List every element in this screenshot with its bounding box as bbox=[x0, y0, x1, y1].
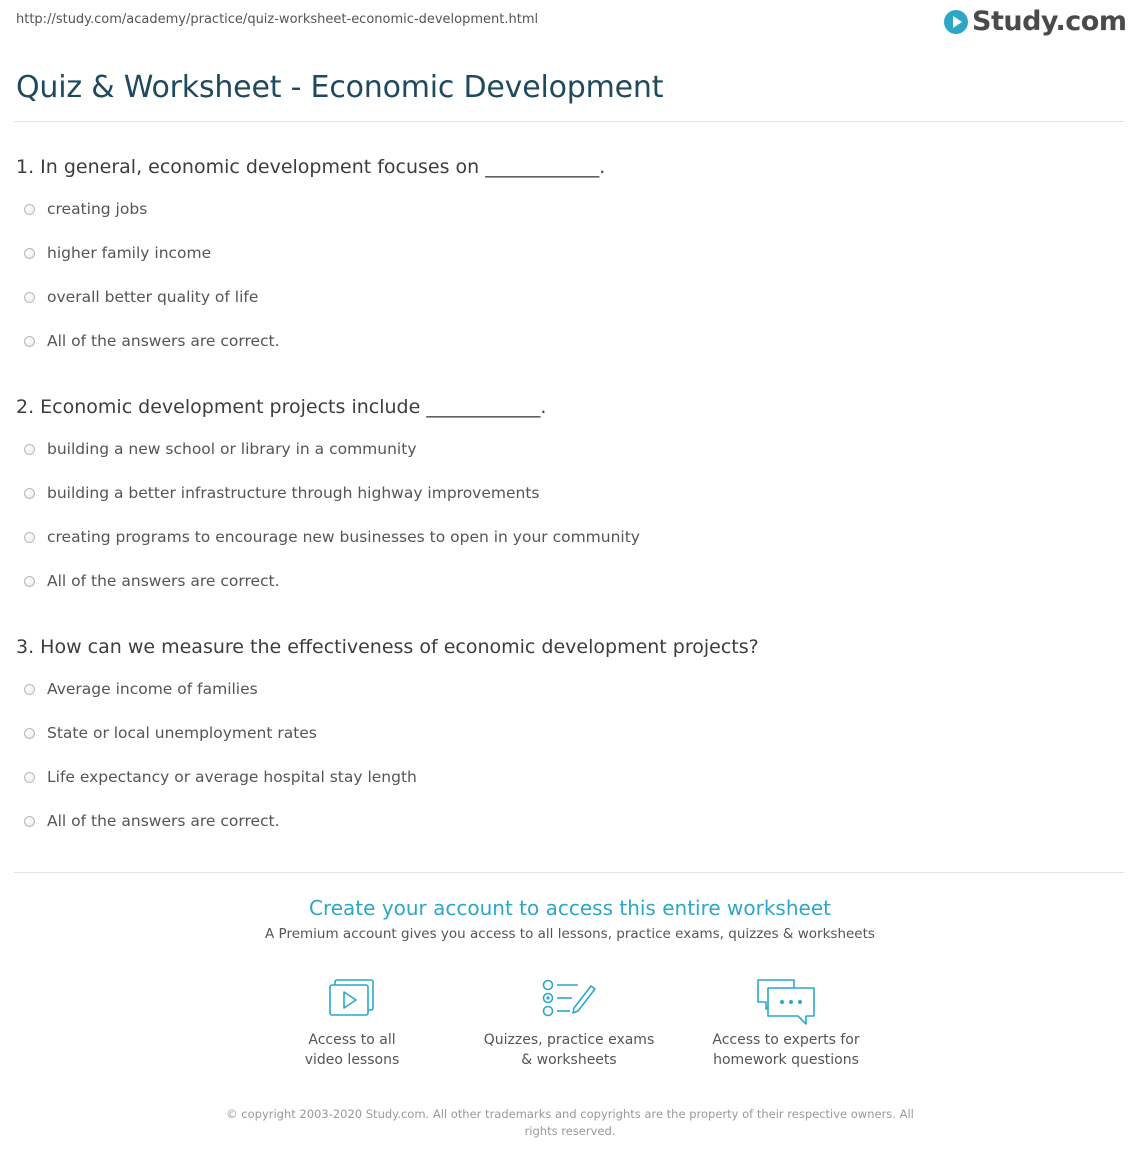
radio-button[interactable] bbox=[24, 816, 35, 827]
option-label: building a new school or library in a community bbox=[47, 440, 417, 458]
answer-option[interactable] bbox=[24, 288, 258, 306]
title-divider bbox=[14, 121, 1124, 122]
feature-label: Quizzes, practice exams & worksheets bbox=[483, 1032, 655, 1068]
quiz-checklist-icon bbox=[540, 976, 598, 1022]
answer-option[interactable] bbox=[24, 812, 280, 830]
answer-option[interactable] bbox=[24, 244, 211, 262]
answer-option[interactable] bbox=[24, 528, 640, 546]
radio-button[interactable] bbox=[24, 336, 35, 347]
option-label: creating programs to encourage new businesses to open in your community bbox=[47, 528, 640, 546]
option-label: Life expectancy or average hospital stay length bbox=[47, 768, 417, 786]
option-label: All of the answers are correct. bbox=[47, 812, 280, 830]
answer-option[interactable] bbox=[24, 200, 147, 218]
study-logo[interactable] bbox=[944, 6, 1126, 37]
logo-text: Study.com bbox=[972, 6, 1127, 37]
video-lessons-icon bbox=[325, 976, 379, 1022]
feature-label: Access to experts for homework questions bbox=[712, 1032, 860, 1068]
question-2: 2. Economic development projects include ____________. bbox=[16, 396, 547, 418]
feature-label: Access to all video lessons bbox=[304, 1032, 400, 1068]
answer-option[interactable] bbox=[24, 572, 280, 590]
cta-subtitle: A Premium account gives you access to all lessons, practice exams, quizzes & worksheets bbox=[265, 926, 875, 942]
page-url: http://study.com/academy/practice/quiz-worksheet-economic-development.html bbox=[16, 12, 539, 27]
page-title: Quiz & Worksheet - Economic Development bbox=[16, 70, 664, 105]
answer-option[interactable] bbox=[24, 332, 280, 350]
option-label: building a better infrastructure through highway improvements bbox=[47, 484, 540, 502]
radio-button[interactable] bbox=[24, 488, 35, 499]
radio-button[interactable] bbox=[24, 772, 35, 783]
option-label: Average income of families bbox=[47, 680, 258, 698]
answer-option[interactable] bbox=[24, 724, 317, 742]
radio-button[interactable] bbox=[24, 576, 35, 587]
chat-bubbles-icon bbox=[754, 976, 818, 1028]
cta-divider bbox=[14, 872, 1124, 873]
feature-quizzes bbox=[479, 976, 659, 1070]
answer-option[interactable] bbox=[24, 484, 540, 502]
radio-button[interactable] bbox=[24, 728, 35, 739]
play-circle-icon bbox=[944, 10, 968, 34]
option-label: overall better quality of life bbox=[47, 288, 259, 306]
option-label: All of the answers are correct. bbox=[47, 332, 280, 350]
option-label: State or local unemployment rates bbox=[47, 724, 317, 742]
option-label: creating jobs bbox=[47, 200, 148, 218]
radio-button[interactable] bbox=[24, 204, 35, 215]
create-account-link[interactable]: Create your account to access this entire worksheet bbox=[309, 896, 831, 920]
question-1: 1. In general, economic development focuses on ____________. bbox=[16, 156, 606, 178]
radio-button[interactable] bbox=[24, 684, 35, 695]
option-label: higher family income bbox=[47, 244, 212, 262]
question-3: 3. How can we measure the effectiveness of economic development projects? bbox=[16, 636, 759, 658]
answer-option[interactable] bbox=[24, 768, 417, 786]
radio-button[interactable] bbox=[24, 444, 35, 455]
radio-button[interactable] bbox=[24, 248, 35, 259]
feature-experts bbox=[696, 976, 876, 1070]
option-label: All of the answers are correct. bbox=[47, 572, 280, 590]
answer-option[interactable] bbox=[24, 680, 258, 698]
feature-video-lessons bbox=[262, 976, 442, 1070]
copyright-notice: © copyright 2003-2020 Study.com. All other trademarks and copyrights are the property of their respective owners. All rights reserved. bbox=[226, 1107, 914, 1138]
radio-button[interactable] bbox=[24, 292, 35, 303]
radio-button[interactable] bbox=[24, 532, 35, 543]
answer-option[interactable] bbox=[24, 440, 417, 458]
